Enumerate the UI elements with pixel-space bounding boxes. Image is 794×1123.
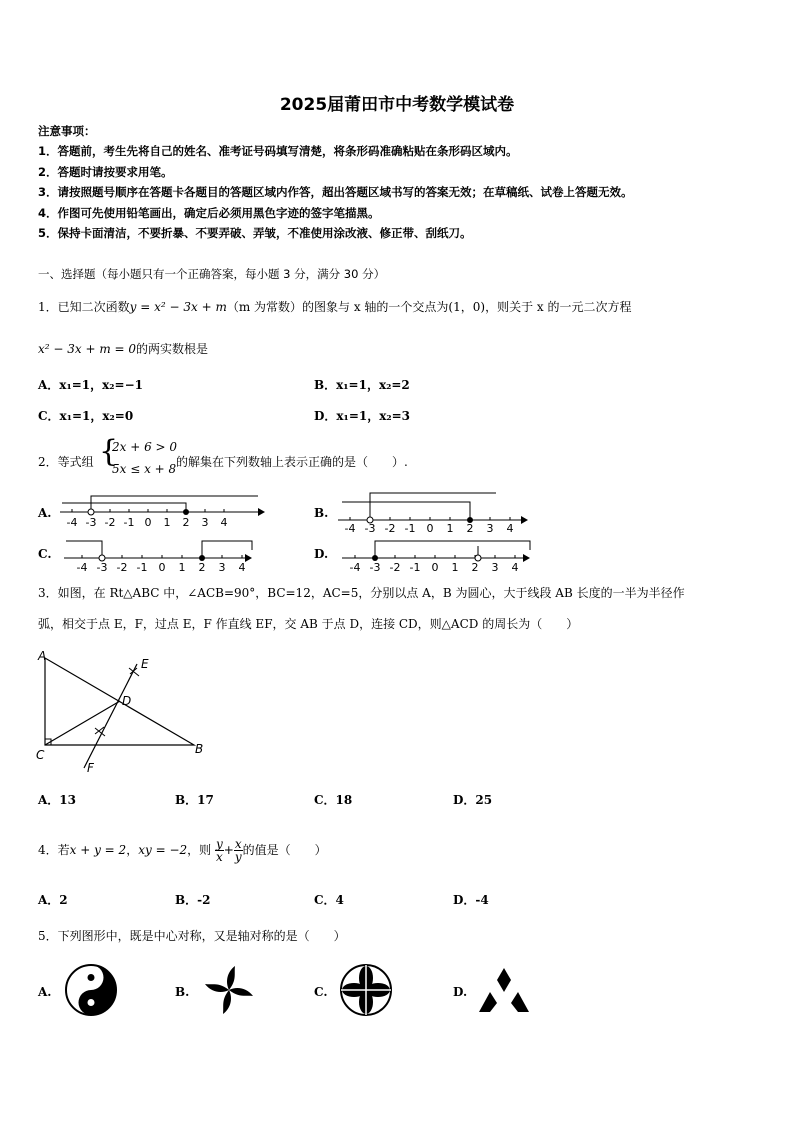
question-3-line-2: 弧，相交于点 E，F，过点 E，F 作直线 EF，交 AB 于点 D，连接 CD，则△ACD 的周长为（ ） — [38, 617, 579, 631]
vertex-label-b: B — [195, 742, 204, 756]
question-1-text: 1．已知二次函数y = x² − 3x + m（m 为常数）的图象与 x 轴的一个交点为(1，0)，则关于 x 的一元二次方程 — [38, 300, 632, 314]
question-3-line-1: 3．如图，在 Rt△ABC 中，∠ACB=90°，BC=12，AC=5，分别以点 A，B 为圆心，大于线段 AB 长度的一半为半径作 — [38, 586, 685, 600]
question-5-label-c: C. — [314, 985, 328, 999]
tick-label: -4 — [76, 561, 88, 574]
tick-label: -2 — [389, 561, 401, 574]
number-line-a — [58, 494, 268, 528]
tick-label: -3 — [85, 516, 97, 528]
tick-label: 3 — [486, 522, 494, 534]
tick-label: 3 — [218, 561, 226, 574]
yin-yang-icon — [64, 963, 118, 1017]
tick-label: 0 — [431, 561, 439, 574]
question-4-option-a: A．2 — [38, 893, 68, 907]
tick-label: 1 — [178, 561, 186, 574]
question-2-label-a: A. — [38, 506, 52, 520]
notice-item-1: 1．答题前，考生先将自己的姓名、准考证号码填写清楚，将条形码准确粘贴在条形码区域内。 — [38, 144, 518, 158]
question-3-option-a: A．13 — [38, 793, 77, 807]
number-line-c — [62, 536, 262, 574]
question-2-suffix: 的解集在下列数轴上表示正确的是（ ）. — [176, 455, 408, 469]
vertex-label-c: C — [36, 748, 45, 762]
triangle-figure — [34, 648, 214, 776]
question-3-option-b: B．17 — [175, 793, 214, 807]
vertex-label-a: A — [38, 649, 47, 663]
point-label-d: D — [122, 694, 132, 708]
tick-label: -3 — [364, 522, 376, 534]
point-label-e: E — [141, 657, 149, 671]
question-1-option-a: A．x₁=1，x₂=−1 — [38, 378, 143, 392]
number-line-b — [336, 490, 536, 534]
tick-label: -2 — [104, 516, 116, 528]
tick-label: 4 — [220, 516, 228, 528]
notice-item-5: 5．保持卡面清洁，不要折暴、不要弄破、弄皱，不准使用涂改液、修正带、刮纸刀。 — [38, 226, 472, 240]
tick-label: 1 — [451, 561, 459, 574]
tick-label: 4 — [511, 561, 519, 574]
point-label-f: F — [87, 761, 94, 775]
tick-label: 3 — [491, 561, 499, 574]
tick-label: 1 — [163, 516, 171, 528]
question-5-label-a: A. — [38, 985, 52, 999]
tick-label: -3 — [96, 561, 108, 574]
question-4-option-c: C．4 — [314, 893, 344, 907]
tick-label: -4 — [344, 522, 356, 534]
tick-label: 0 — [158, 561, 166, 574]
section-heading: 一、选择题（每小题只有一个正确答案，每小题 3 分，满分 30 分） — [38, 267, 386, 281]
tick-label: -4 — [349, 561, 361, 574]
question-1-equation: x² − 3x + m = 0的两实数根是 — [38, 342, 209, 356]
tick-label: 1 — [446, 522, 454, 534]
question-4-option-d: D．-4 — [453, 893, 489, 907]
question-1-option-b: B．x₁=1，x₂=2 — [314, 378, 410, 392]
question-5-label-d: D. — [453, 985, 468, 999]
tick-label: 0 — [144, 516, 152, 528]
tick-label: 4 — [238, 561, 246, 574]
tick-label: 2 — [182, 516, 190, 528]
fraction-y-over-x: $\frac{y}{x}$ — [215, 837, 223, 864]
system-brace: { — [99, 434, 119, 469]
question-4-option-b: B．-2 — [175, 893, 211, 907]
tick-label: -1 — [123, 516, 135, 528]
question-1-option-c: C．x₁=1，x₂=0 — [38, 409, 134, 423]
question-3-option-c: C．18 — [314, 793, 353, 807]
question-3-option-d: D．25 — [453, 793, 493, 807]
tick-label: 3 — [201, 516, 209, 528]
inequality-2: 5x ≤ x + 8 — [112, 462, 177, 476]
page-title: 2025届莆田市中考数学模试卷 — [279, 95, 515, 115]
pinwheel-icon — [202, 963, 256, 1017]
notice-item-3: 3．请按照题号顺序在答题卡各题目的答题区域内作答，超出答题区域书写的答案无效；在草稿纸、试卷上答题无效。 — [38, 185, 633, 199]
tick-label: -1 — [409, 561, 421, 574]
inequality-1: 2x + 6 > 0 — [112, 440, 178, 454]
tick-label: -2 — [384, 522, 396, 534]
question-5-text: 5．下列图形中，既是中心对称，又是轴对称的是（ ） — [38, 929, 346, 943]
tick-label: 4 — [506, 522, 514, 534]
tick-label: 0 — [426, 522, 434, 534]
question-2-label-b: B. — [314, 506, 329, 520]
notice-heading: 注意事项： — [38, 124, 96, 138]
tick-label: -2 — [116, 561, 128, 574]
question-4-text: 4．若x + y = 2，xy = −2，则 $\frac{y}{x}$ + $\frac{x}{y}$ 的值是（ ） — [38, 837, 327, 864]
three-diamonds-icon — [477, 966, 531, 1014]
notice-item-4: 4．作图可先使用铅笔画出，确定后必须用黑色字迹的签字笔描黑。 — [38, 206, 380, 220]
tick-label: -4 — [66, 516, 78, 528]
tick-label: 2 — [198, 561, 206, 574]
number-line-d — [340, 536, 540, 574]
tick-label: 2 — [471, 561, 479, 574]
tick-label: -1 — [404, 522, 416, 534]
question-2-prefix: 2．等式组 — [38, 455, 94, 469]
tick-label: -3 — [369, 561, 381, 574]
question-5-label-b: B. — [175, 985, 190, 999]
four-petal-circle-icon — [338, 962, 394, 1018]
question-2-label-d: D. — [314, 547, 329, 561]
notice-item-2: 2．答题时请按要求用笔。 — [38, 165, 173, 179]
question-1-option-d: D．x₁=1，x₂=3 — [314, 409, 411, 423]
fraction-x-over-y: $\frac{x}{y}$ — [234, 837, 242, 864]
tick-label: 2 — [466, 522, 474, 534]
tick-label: -1 — [136, 561, 148, 574]
question-2-label-c: C. — [38, 547, 52, 561]
